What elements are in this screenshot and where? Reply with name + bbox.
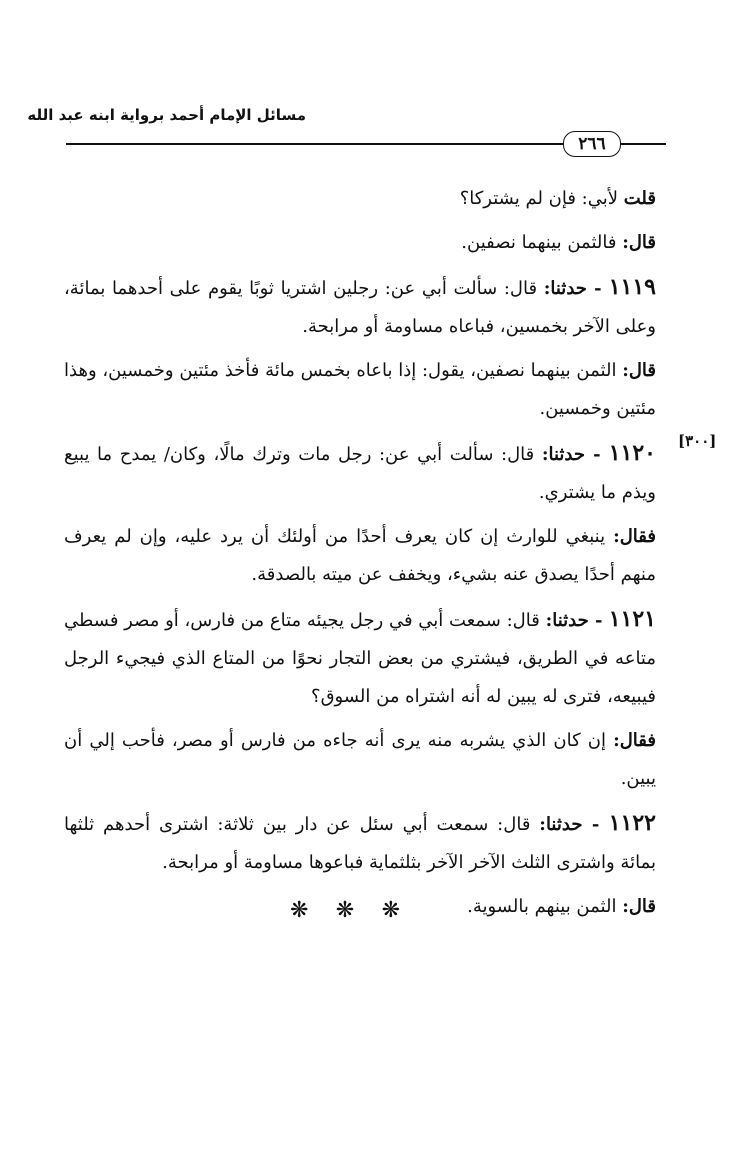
narration-label: - حدثنا: [545,610,609,631]
speaker-label: فقال: [613,526,656,547]
running-header-title: مسائل الإمام أحمد برواية ابنه عبد الله [27,106,306,124]
hadith-number: ١١٢٠ [608,440,656,466]
flower-ornament-icon: ❋ [290,898,309,923]
page-number: ٢٦٦ [563,131,621,157]
paragraph [64,352,656,428]
paragraph [64,804,656,882]
speaker-label: قال: [622,360,656,381]
narration-label: - حدثنا: [543,278,609,299]
margin-reference: [٣٠٠] [678,432,717,450]
paragraph-text: قال: سألت أبي عن: رجل مات وترك مالًا، وكان/ يمدح ما يبيع ويذم ما يشتري. [64,444,656,503]
paragraph-text: الثمن بينهما نصفين، يقول: إذا باعاه بخمس مائة فأخذ مئتين وخمسين، وهذا مئتين وخمسين. [64,360,656,419]
paragraph-text: الثمن بينهم بالسوية. [467,896,623,917]
speaker-label: قال: [622,232,656,253]
narration-label: - حدثنا: [539,814,609,835]
paragraph-text: ينبغي للوارث إن كان يعرف أحدًا من أولئك أن يرد عليه، وإن لم يعرف منهم أحدًا يصدق عنه بشيء، ويخفف عن ميته بالصدقة. [64,526,656,585]
flower-ornament-icon: ❋ [335,898,355,923]
paragraph-text: قال: سمعت أبي في رجل يجيئه متاع من فارس، أو مصر فسطي متاعه في الطريق، فيشتري من بعض التجار نحوًا من المتاع الذي فيجيء الرجل فيبيعه، فترى له يبين له أنه اشتراه من السوق؟ [64,610,656,707]
paragraph-text: فالثمن بينهما نصفين. [461,232,623,253]
paragraph [64,722,656,798]
paragraph-text: قال: سمعت أبي سئل عن دار بين ثلاثة: اشترى أحدهم ثلثها بمائة واشترى الثلث الآخر الآخر بثلثماية فباعوها مساومة أو مرابحة. [64,814,656,873]
paragraph [64,180,656,218]
speaker-label: قلت [623,188,656,209]
hadith-number: ١١١٩ [608,274,656,300]
paragraph [64,224,656,262]
paragraph [64,434,656,512]
paragraph-text: إن كان الذي يشربه منه يرى أنه جاءه من فارس أو مصر، فأحب إلي أن يبين. [64,730,656,789]
paragraph [64,268,656,346]
hadith-number: ١١٢٢ [608,810,656,836]
paragraph [64,518,656,594]
section-ornament [290,898,400,923]
paragraph-text: قال: سألت أبي عن: رجلين اشتريا ثوبًا يقوم على أحدهما بمائة، وعلى الآخر بخمسين، فباعاه مساومة أو مرابحة. [64,278,656,337]
hadith-number: ١١٢١ [608,606,656,632]
flower-ornament-icon: ❋ [381,898,400,923]
text-body [64,180,656,932]
speaker-label: فقال: [613,730,656,751]
narration-label: - حدثنا: [541,444,609,465]
paragraph [64,600,656,716]
paragraph-text: لأبي: فإن لم يشتركا؟ [459,188,624,209]
speaker-label: قال: [622,896,656,917]
